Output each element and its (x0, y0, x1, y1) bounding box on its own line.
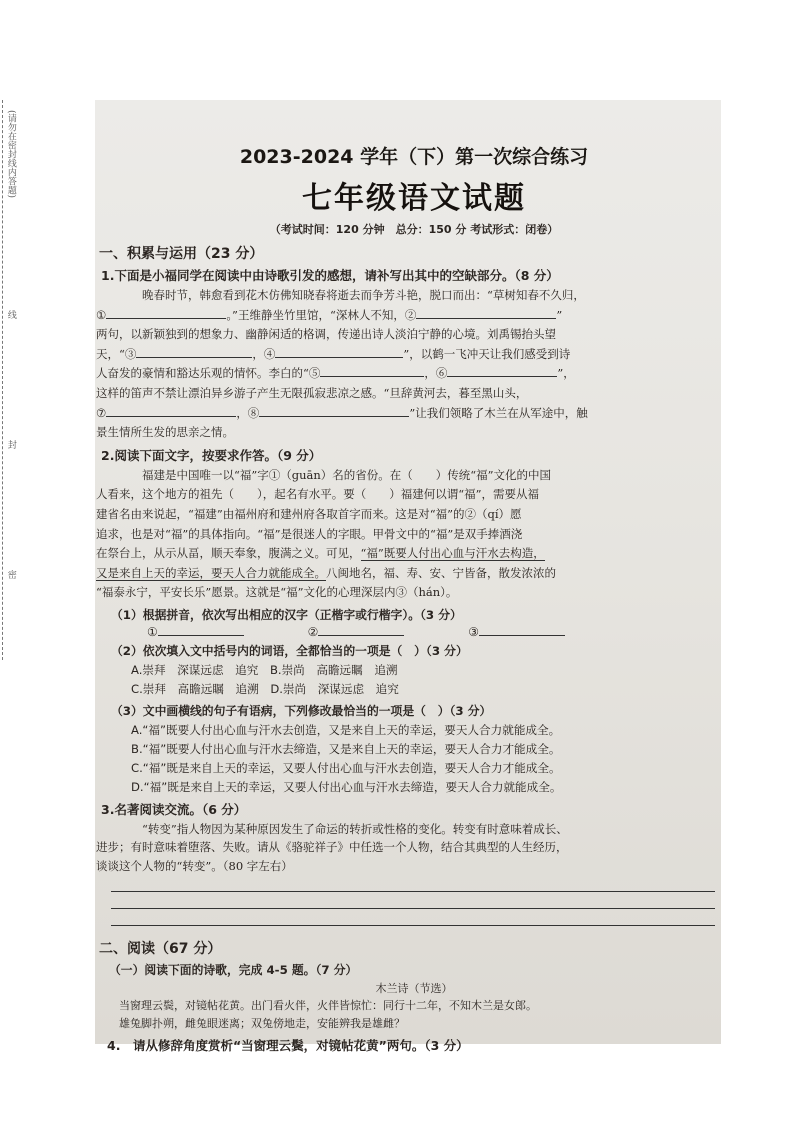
underlined-sentence-part-2: 又是来自上天的幸运，要天人合力就能成全。 (96, 565, 326, 580)
choice-option-c[interactable]: C.“福”既是来自上天的幸运，又要人付出心血与汗水去创造，要天人合力才能成全。 (131, 760, 561, 775)
exam-year-title: 2023-2024 学年（下）第一次综合练习 (239, 146, 589, 168)
exam-paper (95, 100, 721, 1054)
binding-char-secret: 密 (5, 570, 16, 579)
question-4-stem: 4. 请从修辞角度赏析“当窗理云鬓，对镜帖花黄”两句。（3 分） (107, 1038, 469, 1054)
section-2-heading: 二、阅读（67 分） (99, 941, 222, 958)
answer-blank-4[interactable] (275, 345, 403, 358)
question-2-stem: 2.阅读下面文字，按要求作答。（9 分） (101, 447, 322, 463)
choice-option-row[interactable]: A.崇拜 深谋远虑 追究 B.崇尚 高瞻远瞩 追溯 (131, 662, 398, 677)
question-1-stem: 1.下面是小福同学在阅读中由诗歌引发的感想，请补写出其中的空缺部分。（8 分） (101, 268, 559, 283)
reading-1-stem: （一）阅读下面的诗歌，完成 4-5 题。（7 分） (109, 963, 358, 978)
choice-option-d[interactable]: D.“福”既是来自上天的幸运，又要人付出心血与汗水去缔造，要天人合力就能成全。 (131, 779, 562, 794)
answer-blank-3[interactable] (136, 345, 252, 358)
binding-char-seal: 封 (5, 440, 16, 449)
binding-char-line: 线 (5, 310, 16, 319)
exam-meta: （考试时间：120 分钟 总分：150 分 考试形式：闭卷） (269, 223, 559, 236)
paper-content (96, 142, 709, 1056)
section-1-heading: 一、积累与运用（23 分） (99, 246, 264, 262)
answer-blank-8[interactable] (259, 404, 409, 417)
question-3-prompt: “转变”指人物因为某种原因发生了命运的转折或性格的变化。转变有时意味着成长、 进步；有时意味着堕落、失败。请从《骆驼祥子》中任选一个人物，结合其典型的人生经历， 谈谈这个人物的“转变”。（80 字左右） (96, 821, 568, 873)
poem-title: 木兰诗（节选） (375, 982, 453, 996)
choice-option-b[interactable]: B.“福”既要人付出心血与汗水去缔造，又是来自上天的幸运，要天人合力才能成全。 (131, 741, 561, 756)
question-2-sub-3: （3）文中画横线的句子有语病，下列修改最恰当的一项是（ ）（3 分） (111, 703, 492, 718)
hanzi-blank-1[interactable] (158, 635, 244, 636)
hanzi-blank-2[interactable] (318, 635, 404, 636)
binding-margin (2, 100, 17, 660)
answer-blank-1[interactable] (106, 306, 226, 319)
answer-line[interactable] (111, 909, 715, 926)
question-2-sub-1: （1）根据拼音，依次写出相应的汉字（正楷字或行楷字）。（3 分） (111, 607, 462, 622)
answer-line[interactable] (111, 892, 715, 909)
answer-blank-2[interactable] (416, 306, 556, 319)
pinyin-answer-row: ① ② ③ (147, 625, 709, 639)
question-2-passage: 福建是中国唯一以“福”字①（guān）名的省份。在（ ）传统“福”文化的中国 人看来，这个地方的祖先（ ），起名有水平。要（ ）福建何以谓“福”，需要从福 建省名由来说起，“福建”由福州府和建州府各取首字而来。这是对“福”的②（qí）愿 追求，也是对“福”的具体指向。“福”是很迷人的字眼。甲骨文中的“福”是双手捧酒浇 在祭台上，从示从畐，顺天奉象，腹满之义。可见，“福”既要人付出心血与汗水去构造， 又是来自上天的幸运，要天人合力就能成全。八闽地名，福、寿、安、宁皆备，散发浓浓的 “福泰永宁，平安长乐”愿景。这就是“福”文化的心理深层内③（hán）。 (96, 467, 556, 600)
hanzi-blank-3[interactable] (479, 635, 565, 636)
choice-option-a[interactable]: A.“福”既要人付出心血与汗水去创造，又是来自上天的幸运，要天人合力就能成全。 (131, 722, 561, 737)
answer-blank-5[interactable] (320, 364, 424, 377)
underlined-sentence-part-1: “福”既要人付出心血与汗水去构造， (360, 546, 545, 561)
exam-subject-title: 七年级语文试题 (302, 181, 526, 216)
question-2-sub-2: （2）依次填入文中括号内的词语，全都恰当的一项是（ ）（3 分） (111, 643, 468, 658)
answer-blank-6[interactable] (447, 364, 557, 377)
question-3-stem: 3.名著阅读交流。（6 分） (101, 801, 247, 817)
question-1-text: 晚春时节，韩愈看到花木仿佛知晓春将逝去而争芳斗艳，脱口而出：“草树知春不久归， ① 。”王维静坐竹里馆，“深林人不知，② ” 两句，以新颖独到的想象力、幽静闲适的格调，传递出诗人淡泊宁静的心境。刘禹锡抬头望 天，“③ ，④ ”，以鹤一飞冲天让我们感受到诗 人奋发的豪情和豁达乐观的情怀。李白的“⑤ ，⑥ ”， 这样的笛声不禁让漂泊异乡游子产生无限孤寂悲凉之感。“旦辞黄河去，暮至黑山头， ⑦ ，⑧ ”让我们领略了木兰在从军途中，触 景生情所生发的思亲之情。 (96, 288, 588, 440)
choice-option-row[interactable]: C.崇拜 高瞻远瞩 追溯 D.崇尚 深谋远虑 追究 (131, 681, 399, 696)
poem-text: 当窗理云鬓，对镜帖花黄。出门看火伴，火伴皆惊忙：同行十二年，不知木兰是女郎。 雄兔脚扑朔，雌兔眼迷离；双兔傍地走，安能辨我是雄雌？ (119, 999, 537, 1031)
answer-line[interactable] (111, 875, 715, 892)
answer-blank-7[interactable] (106, 404, 236, 417)
binding-note: (请勿在密封线内答题) (5, 110, 16, 199)
